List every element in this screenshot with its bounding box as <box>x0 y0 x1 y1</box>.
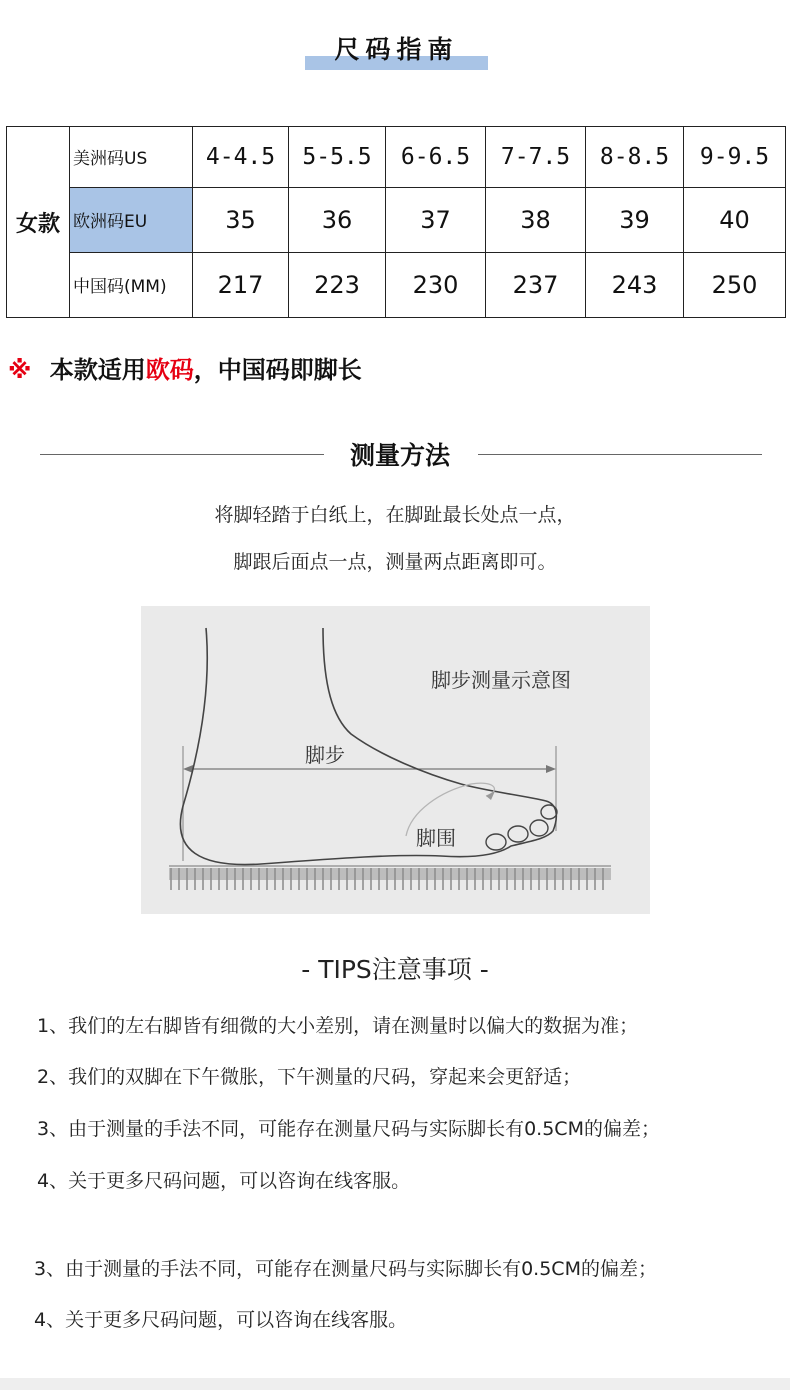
table-cell: 40 <box>684 187 786 252</box>
table-cell: 37 <box>386 187 486 252</box>
fit-note <box>8 350 362 385</box>
tip-item: 4、关于更多尺码问题，可以咨询在线客服。 <box>37 1170 411 1192</box>
table-cell: 250 <box>684 252 786 317</box>
tip-item: 3、由于测量的手法不同，可能存在测量尺码与实际脚长有0.5CM的偏差； <box>37 1118 660 1140</box>
tip-item: 2、我们的双脚在下午微胀，下午测量的尺码，穿起来会更舒适； <box>37 1066 582 1088</box>
table-cell: 38 <box>486 187 586 252</box>
table-row-eu <box>7 187 786 252</box>
measure-line-2: 脚跟后面点一点，测量两点距离即可。 <box>233 551 557 573</box>
foot-measure-diagram <box>141 606 650 914</box>
tip-item: 3、由于测量的手法不同，可能存在测量尺码与实际脚长有0.5CM的偏差； <box>34 1258 657 1280</box>
table-cell: 7-7.5 <box>486 127 586 188</box>
table-cell: 35 <box>193 187 289 252</box>
note-suffix: ，中国码即脚长 <box>193 356 362 384</box>
table-cell: 9-9.5 <box>684 127 786 188</box>
divider-right <box>478 454 762 455</box>
bottom-divider-strip <box>0 1378 790 1390</box>
page-title: 尺码指南 <box>334 35 459 64</box>
section-title-measure: 测量方法 <box>349 441 450 470</box>
title-block <box>305 28 488 70</box>
table-cell: 237 <box>486 252 586 317</box>
row-label-cn: 中国码(MM) <box>70 252 193 317</box>
table-cell: 223 <box>289 252 386 317</box>
row-label-us: 美洲码US <box>70 127 193 188</box>
tips-title: - TIPS注意事项 - <box>301 955 489 984</box>
gender-cell: 女款 <box>7 127 70 318</box>
tip-item: 4、关于更多尺码问题，可以咨询在线客服。 <box>34 1309 408 1331</box>
foot-length-label: 脚步 <box>305 743 345 767</box>
foot-illustration <box>141 606 650 914</box>
table-cell: 217 <box>193 252 289 317</box>
table-cell: 4-4.5 <box>193 127 289 188</box>
note-prefix: 本款适用 <box>49 356 146 384</box>
table-cell: 6-6.5 <box>386 127 486 188</box>
tip-item: 1、我们的左右脚皆有细微的大小差别，请在测量时以偏大的数据为准； <box>37 1015 639 1037</box>
table-cell: 5-5.5 <box>289 127 386 188</box>
foot-girth-label: 脚围 <box>416 826 456 850</box>
table-cell: 243 <box>586 252 684 317</box>
measure-line-1: 将脚轻踏于白纸上，在脚趾最长处点一点， <box>214 504 576 526</box>
table-row-us <box>7 127 786 188</box>
size-table <box>6 126 786 318</box>
table-cell: 36 <box>289 187 386 252</box>
divider-left <box>40 454 324 455</box>
table-row-cn <box>7 252 786 317</box>
table-cell: 230 <box>386 252 486 317</box>
note-highlight: 欧码 <box>145 356 194 384</box>
diagram-caption: 脚步测量示意图 <box>431 668 571 692</box>
row-label-eu: 欧洲码EU <box>70 187 193 252</box>
table-cell: 8-8.5 <box>586 127 684 188</box>
table-cell: 39 <box>586 187 684 252</box>
note-mark-icon: ※ <box>8 356 32 384</box>
